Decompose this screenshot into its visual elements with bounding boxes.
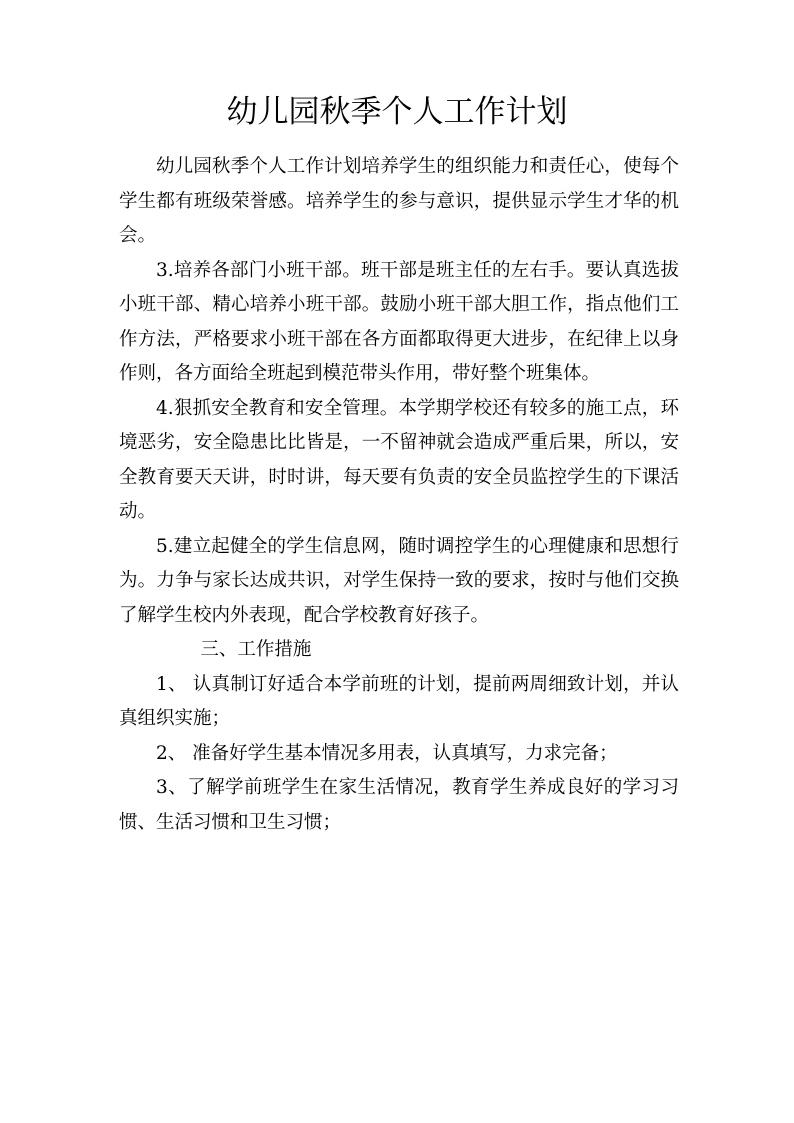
paragraph-item-3: 3.培养各部门小班干部。班干部是班主任的左右手。要认真选拔小班干部、精心培养小班干部。鼓励小班干部大胆工作，指点他们工作方法，严格要求小班干部在各方面都取得更大进步，在纪律上以身作则，各方面给全班起到模范带头作用，带好整个班集体。 [119,259,679,384]
document-body [119,150,679,840]
paragraph-intro: 幼儿园秋季个人工作计划培养学生的组织能力和责任心，使每个学生都有班级荣誉感。培养学生的参与意识，提供显示学生才华的机会。 [119,156,679,246]
measure-item-2: 2、 准备好学生基本情况多用表，认真填写，力求完备； [156,742,618,764]
document-title: 幼儿园秋季个人工作计划 [226,94,568,130]
measure-item-1: 1、 认真制订好适合本学前班的计划，提前两周细致计划，并认真组织实施； [119,673,679,729]
section-heading: 三、工作措施 [200,639,312,660]
paragraph-item-5: 5.建立起健全的学生信息网，随时调控学生的心理健康和思想行为。力争与家长达成共识，对学生保持一致的要求，按时与他们交换了解学生校内外表现，配合学校教育好孩子。 [119,535,679,626]
measure-item-3: 3、了解学前班学生在家生活情况，教育学生养成良好的学习习惯、生活习惯和卫生习惯； [119,777,679,833]
paragraph-item-4: 4.狠抓安全教育和安全管理。本学期学校还有较多的施工点，环境恶劣，安全隐患比比皆是，一不留神就会造成严重后果，所以，安全教育要天天讲，时时讲，每天要有负责的安全员监控学生的下课活动。 [119,397,679,522]
